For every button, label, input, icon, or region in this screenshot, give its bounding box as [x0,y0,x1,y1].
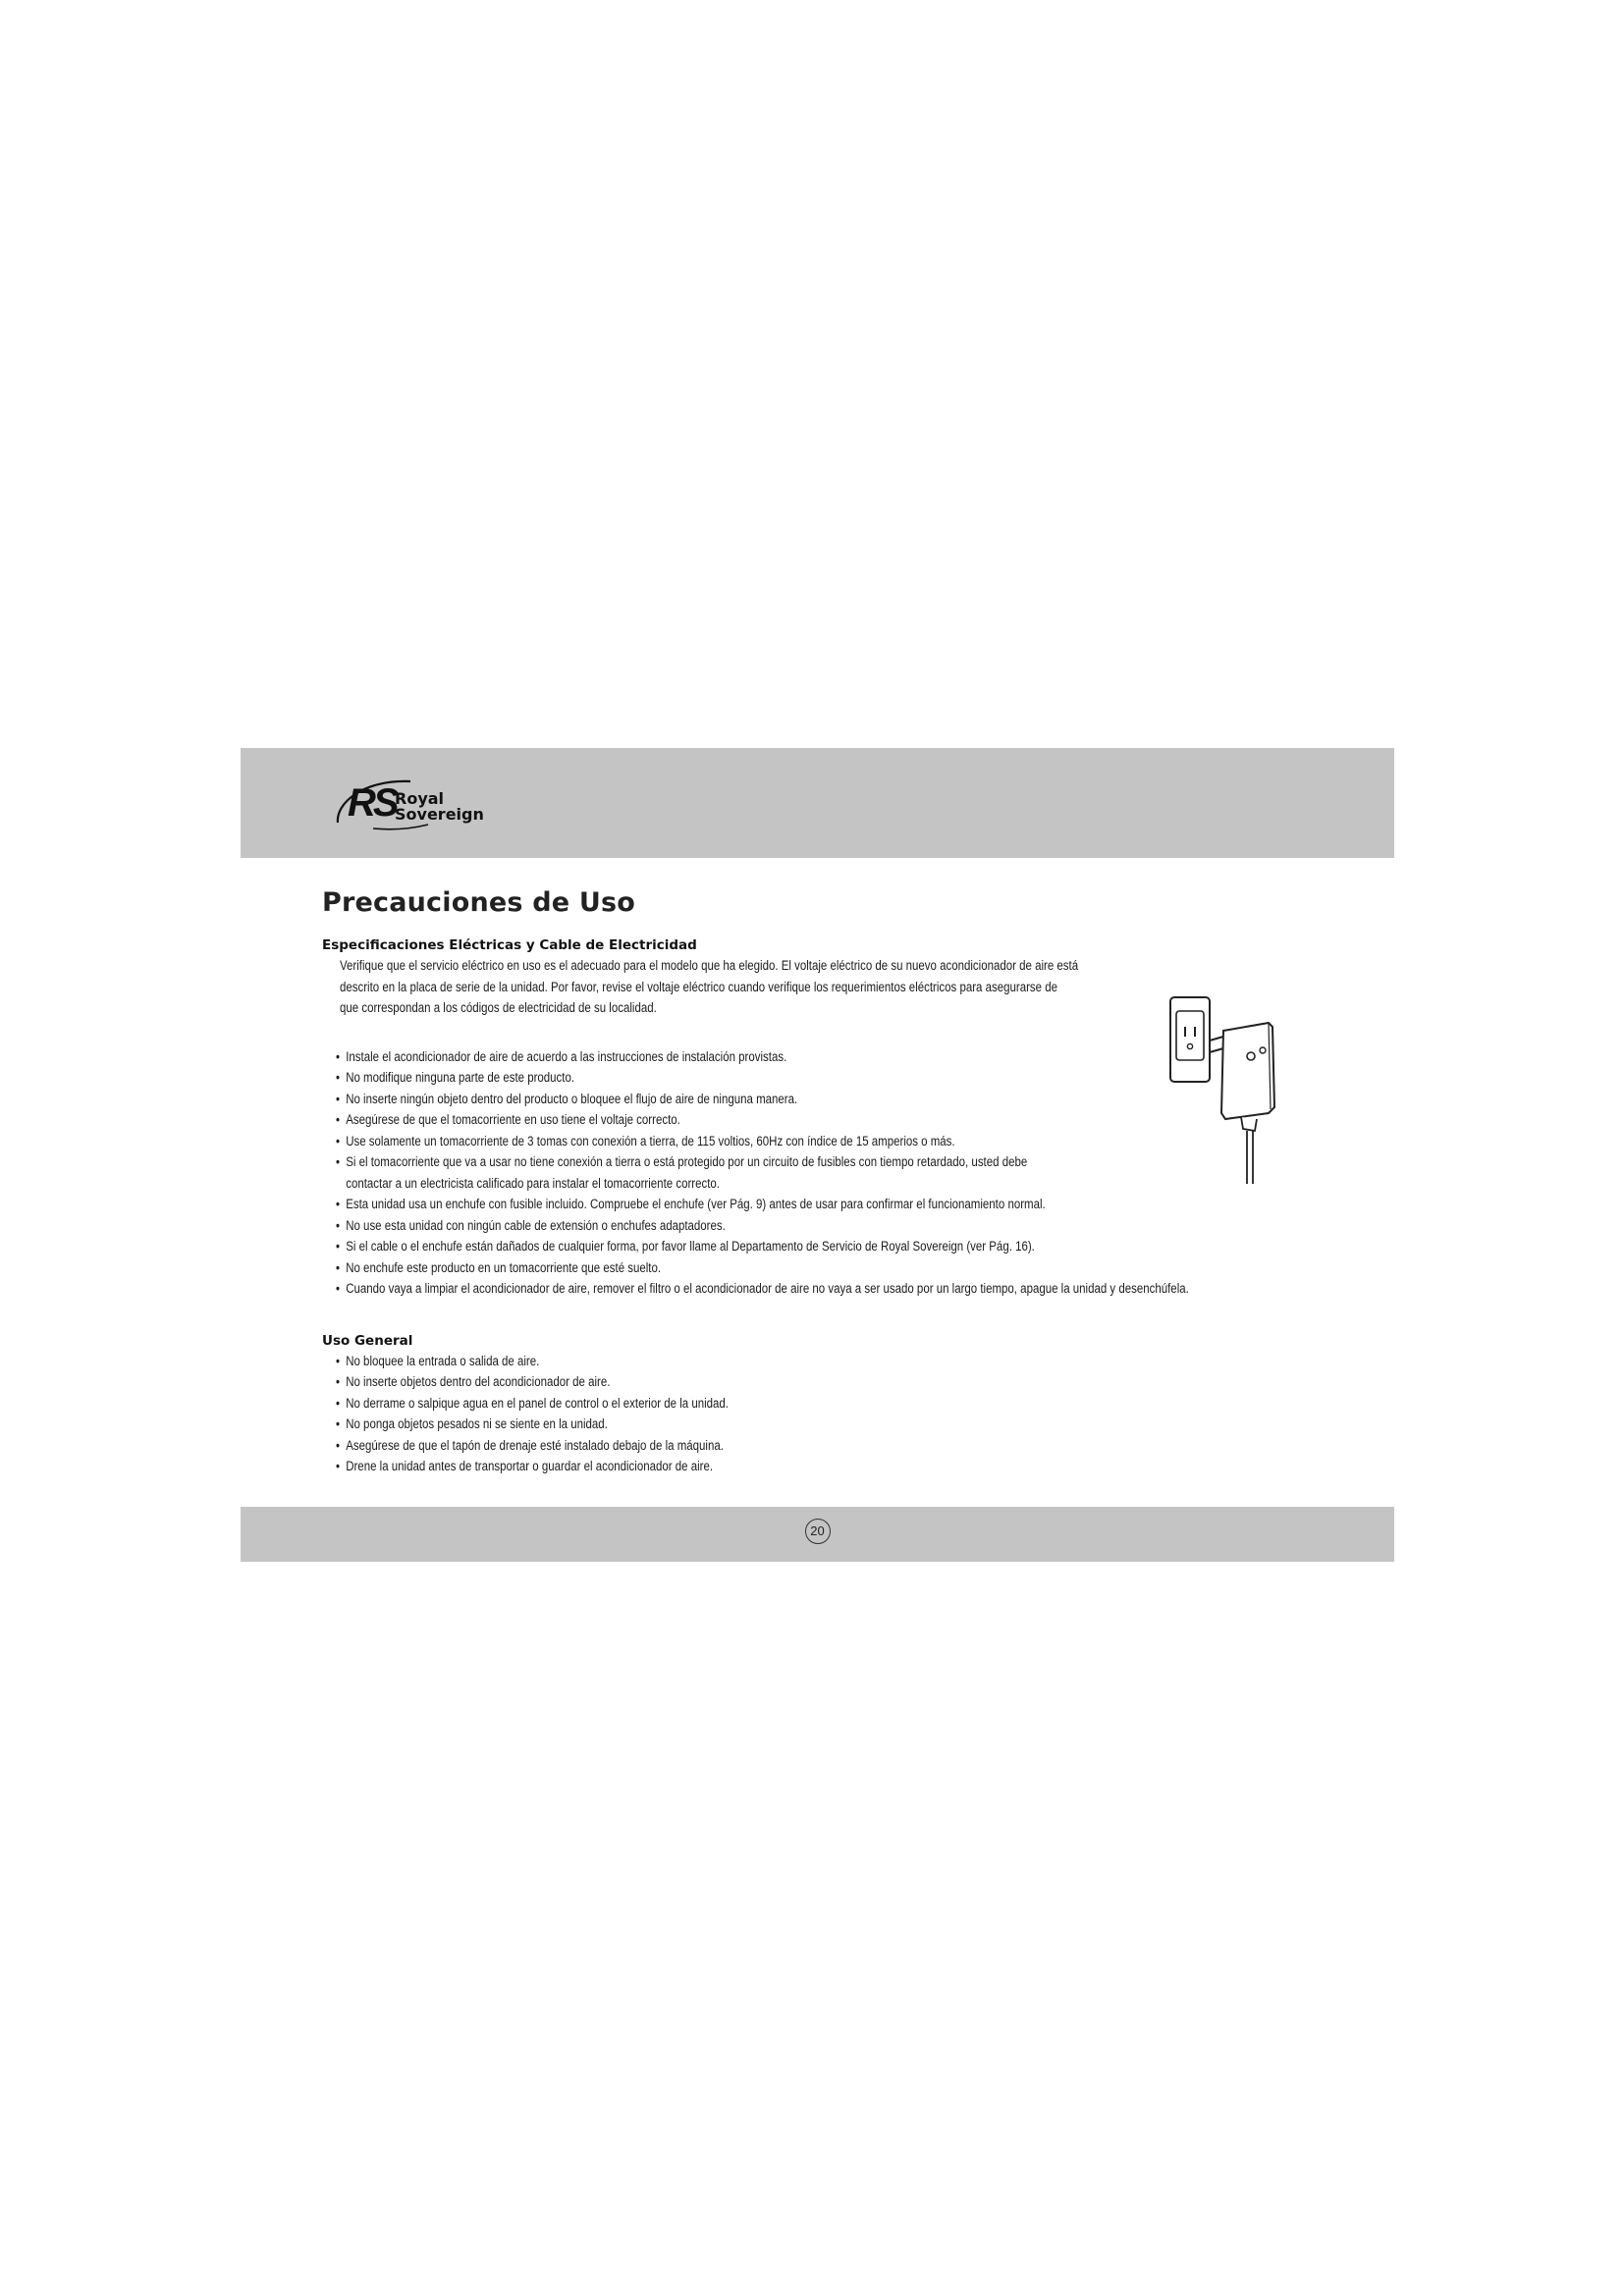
list-item: • No bloquee la entrada o salida de aire. [336,1353,540,1368]
list-item: • Use solamente un tomacorriente de 3 tomas con conexión a tierra, de 115 voltios, 60Hz con índice de 15 amperios o más. [336,1133,955,1148]
list-item: • Asegúrese de que el tomacorriente en uso tiene el voltaje correcto. [336,1112,680,1127]
general-bullet-list [336,1351,1324,1477]
intro-line: descrito en la placa de serie de la unidad. Por favor, revise el voltaje eléctrico cuando verifique los requerimientos eléctricos para asegurarse de [340,979,1057,994]
list-item: • No inserte objetos dentro del acondicionador de aire. [336,1374,611,1389]
list-item: • Instale el acondicionador de aire de acuerdo a las instrucciones de instalación provistas. [336,1048,787,1064]
logo-word-royal: Royal [395,789,445,808]
section-title-electrical: Especificaciones Eléctricas y Cable de Electricidad [322,937,697,953]
list-item: • No derrame o salpique agua en el panel de control o el exterior de la unidad. [336,1395,729,1411]
list-item: • Drene la unidad antes de transportar o guardar el acondicionador de aire. [336,1459,714,1473]
list-item-continuation: contactar a un electricista calificado para instalar el tomacorriente correcto. [346,1175,720,1191]
logo-word-sovereign: Sovereign [395,805,484,824]
list-item: • No enchufe este producto en un tomacorriente que esté suelto. [336,1259,662,1275]
header-band [241,748,1394,858]
list-item: • Esta unidad usa un enchufe con fusible incluido. Compruebe el enchufe (ver Pág. 9) antes de usar para confirmar el funcionamiento normal. [336,1197,1046,1211]
wall-outlet-plug-icon [1166,991,1294,1188]
intro-line: que correspondan a los códigos de electricidad de su localidad. [340,1000,657,1015]
footer-band [241,1507,1394,1562]
list-item: • No ponga objetos pesados ni se siente en la unidad. [336,1416,608,1431]
royal-sovereign-logo [334,774,491,838]
list-item: • Asegúrese de que el tapón de drenaje esté instalado debajo de la máquina. [336,1437,724,1453]
list-item: • No inserte ningún objeto dentro del producto o bloquee el flujo de aire de ninguna manera. [336,1091,798,1106]
list-item: • No modifique ninguna parte de este producto. [336,1070,575,1085]
list-item: • Si el tomacorriente que va a usar no tiene conexión a tierra o está protegido por un circuito de fusibles con tiempo retardado, usted debe contactar a un electricista calificado para instalar el tomacorriente correcto. [336,1151,1175,1194]
electrical-intro [340,955,1124,1019]
section-title-general: Uso General [322,1332,413,1349]
list-item: • Cuando vaya a limpiar el acondicionador de aire, remover el filtro o el acondicionador de aire no vaya a ser usado por un largo tiempo, apague la unidad y desenchúfela. [336,1281,1189,1296]
list-item: • Si el cable o el enchufe están dañados de cualquier forma, por favor llame al Departamento de Servicio de Royal Sovereign (ver Pág. 16). [336,1239,1035,1254]
page-number: 20 [805,1519,831,1544]
intro-line: Verifique que el servicio eléctrico en uso es el adecuado para el modelo que ha elegido. El voltaje eléctrico de su nuevo acondicionador de aire está [340,958,1079,973]
logo-mark: RS [348,781,397,825]
page-title: Precauciones de Uso [322,887,636,918]
list-item: • No use esta unidad con ningún cable de extensión o enchufes adaptadores. [336,1217,726,1233]
